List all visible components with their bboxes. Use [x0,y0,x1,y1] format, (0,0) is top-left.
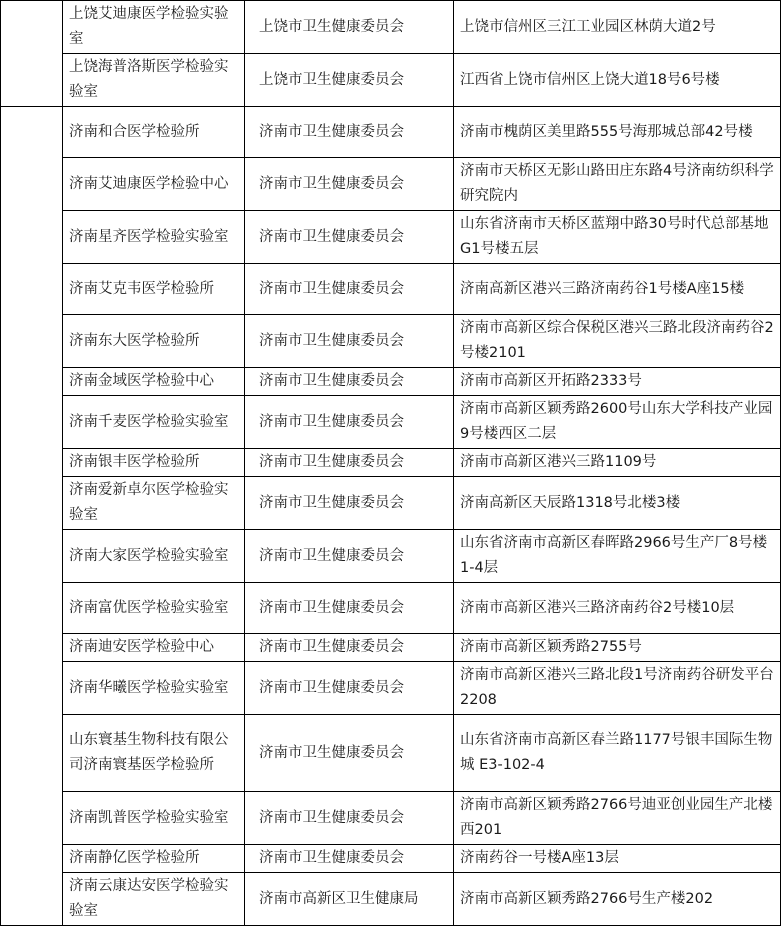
authority-cell: 上饶市卫生健康委员会 [245,1,454,54]
group-cell [1,1,63,54]
address-cell: 济南市高新区颖秀路2766号迪亚创业园生产北楼西201 [454,792,781,845]
authority-cell: 济南市卫生健康委员会 [245,583,454,634]
group-cell-jinan [1,107,63,926]
address-cell: 江西省上饶市信州区上饶大道18号6号楼 [454,54,781,107]
address-cell: 山东省济南市高新区春晖路2966号生产厂8号楼1-4层 [454,530,781,583]
address-cell: 济南市槐荫区美里路555号海那城总部42号楼 [454,107,781,158]
lab-name-cell: 济南大家医学检验实验室 [63,530,245,583]
table-row [1,634,781,662]
authority-cell: 济南市卫生健康委员会 [245,264,454,315]
address-cell: 上饶市信州区三江工业园区林荫大道2号 [454,1,781,54]
table-row [1,792,781,845]
lab-name-cell: 济南静亿医学检验所 [63,845,245,873]
table-row [1,477,781,530]
table-row [1,530,781,583]
authority-cell: 济南市卫生健康委员会 [245,396,454,449]
address-cell: 济南市高新区颖秀路2766号生产楼202 [454,873,781,926]
authority-cell: 济南市卫生健康委员会 [245,715,454,792]
authority-cell: 济南市卫生健康委员会 [245,792,454,845]
address-cell: 山东省济南市高新区春兰路1177号银丰国际生物城 E3-102-4 [454,715,781,792]
address-cell: 济南市高新区开拓路2333号 [454,368,781,396]
lab-name-cell: 济南迪安医学检验中心 [63,634,245,662]
lab-name-cell: 济南艾迪康医学检验中心 [63,158,245,211]
authority-cell: 济南市卫生健康委员会 [245,107,454,158]
address-cell: 济南市高新区港兴三路1109号 [454,449,781,477]
lab-name-cell: 上饶海普洛斯医学检验实验室 [63,54,245,107]
authority-cell: 济南市卫生健康委员会 [245,315,454,368]
table-row [1,315,781,368]
table-row [1,449,781,477]
table-row [1,158,781,211]
table-row [1,54,781,107]
table-row [1,583,781,634]
address-cell: 山东省济南市天桥区蓝翔中路30号时代总部基地G1号楼五层 [454,211,781,264]
table-row [1,368,781,396]
address-cell: 济南市高新区颖秀路2755号 [454,634,781,662]
lab-name-cell: 济南华曦医学检验实验室 [63,662,245,715]
authority-cell: 济南市卫生健康委员会 [245,530,454,583]
table-row [1,715,781,792]
lab-name-cell: 济南凯普医学检验实验室 [63,792,245,845]
group-cell [1,54,63,107]
lab-name-cell: 济南和合医学检验所 [63,107,245,158]
lab-name-cell: 上饶艾迪康医学检验实验室 [63,1,245,54]
table-body [1,1,781,926]
table-row [1,264,781,315]
address-cell: 济南药谷一号楼A座13层 [454,845,781,873]
table-row [1,662,781,715]
table-row [1,1,781,54]
authority-cell: 济南市卫生健康委员会 [245,477,454,530]
address-cell: 济南市高新区颖秀路2600号山东大学科技产业园9号楼西区二层 [454,396,781,449]
lab-name-cell: 济南云康达安医学检验实验室 [63,873,245,926]
authority-cell: 济南市卫生健康委员会 [245,158,454,211]
authority-cell: 济南市卫生健康委员会 [245,662,454,715]
lab-name-cell: 济南东大医学检验所 [63,315,245,368]
authority-cell: 济南市卫生健康委员会 [245,368,454,396]
authority-cell: 济南市卫生健康委员会 [245,845,454,873]
address-cell: 济南市天桥区无影山路田庄东路4号济南纺织科学研究院内 [454,158,781,211]
address-cell: 济南市高新区港兴三路北段1号济南药谷研发平台2208 [454,662,781,715]
authority-cell: 济南市高新区卫生健康局 [245,873,454,926]
table-row [1,845,781,873]
address-cell: 济南市高新区港兴三路济南药谷2号楼10层 [454,583,781,634]
authority-cell: 济南市卫生健康委员会 [245,634,454,662]
address-cell: 济南高新区天辰路1318号北楼3楼 [454,477,781,530]
lab-name-cell: 济南爱新卓尔医学检验实验室 [63,477,245,530]
lab-name-cell: 山东寰基生物科技有限公司济南寰基医学检验所 [63,715,245,792]
table-row [1,211,781,264]
lab-name-cell: 济南金域医学检验中心 [63,368,245,396]
table-row [1,873,781,926]
authority-cell: 济南市卫生健康委员会 [245,449,454,477]
lab-name-cell: 济南艾克韦医学检验所 [63,264,245,315]
address-cell: 济南高新区港兴三路济南药谷1号楼A座15楼 [454,264,781,315]
address-cell: 济南市高新区综合保税区港兴三路北段济南药谷2号楼2101 [454,315,781,368]
lab-name-cell: 济南银丰医学检验所 [63,449,245,477]
authority-cell: 上饶市卫生健康委员会 [245,54,454,107]
table-row [1,396,781,449]
authority-cell: 济南市卫生健康委员会 [245,211,454,264]
table-row [1,107,781,158]
lab-name-cell: 济南富优医学检验实验室 [63,583,245,634]
lab-name-cell: 济南千麦医学检验实验室 [63,396,245,449]
lab-name-cell: 济南星齐医学检验实验室 [63,211,245,264]
